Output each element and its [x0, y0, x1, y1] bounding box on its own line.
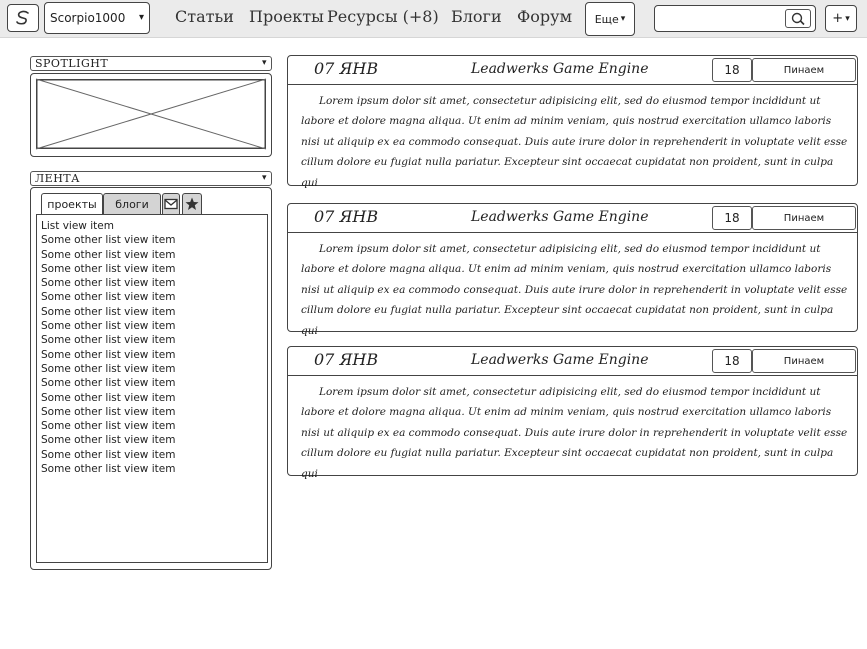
- nav-forum[interactable]: Форум: [517, 7, 573, 26]
- feed-list: [36, 214, 268, 563]
- list-item[interactable]: Some other list view item: [41, 277, 176, 290]
- list-item[interactable]: Some other list view item: [41, 448, 176, 461]
- logo-button[interactable]: [7, 4, 39, 32]
- list-item[interactable]: Some other list view item: [41, 420, 176, 433]
- list-item[interactable]: Some other list view item: [41, 348, 176, 361]
- list-item[interactable]: Some other list view item: [41, 234, 176, 247]
- list-item[interactable]: Some other list view item: [41, 291, 176, 304]
- search-button[interactable]: [785, 9, 811, 28]
- chevron-down-icon: ▾: [620, 14, 626, 24]
- article-date: 07 ЯНВ: [314, 207, 379, 226]
- article-count: 18: [712, 58, 752, 82]
- article-card: [287, 346, 858, 480]
- list-item[interactable]: Some other list view item: [41, 362, 176, 375]
- more-menu-button[interactable]: [585, 2, 635, 36]
- spotlight-title: SPOTLIGHT: [35, 57, 109, 70]
- add-button[interactable]: [825, 5, 857, 32]
- article-body: Lorem ipsum dolor sit amet, consectetur adipisicing elit, sed do eiusmod tempor incididunt ut labore et dolore magna aliqua. Ut enim ad minim veniam, quis nostrud exercitation ullamco laboris nisi ut aliquip ex ea commodo consequat. Duis aute irure dolor in reprehenderit in voluptate velit esse cillum dolore eu fugiat nulla pariatur. Excepteur sint occaecat cupidatat non proident, sunt in culpa qui: [301, 386, 848, 480]
- article-divider: [288, 84, 857, 85]
- article-date: 07 ЯНВ: [314, 59, 379, 78]
- article-count: 18: [712, 349, 752, 373]
- article-body: Lorem ipsum dolor sit amet, consectetur adipisicing elit, sed do eiusmod tempor incididunt ut labore et dolore magna aliqua. Ut enim ad minim veniam, quis nostrud exercitation ullamco laboris nisi ut aliquip ex ea commodo consequat. Duis aute irure dolor in reprehenderit in voluptate velit esse cillum dolore eu fugiat nulla pariatur. Excepteur sint occaecat cupidatat non proident, sunt in culpa qui: [301, 95, 848, 189]
- tab-blogs[interactable]: блоги: [103, 193, 161, 214]
- star-icon: [185, 197, 199, 211]
- article-title[interactable]: Leadwerks Game Engine: [471, 61, 649, 77]
- search-box: [654, 5, 816, 32]
- add-label: +: [832, 11, 844, 26]
- chevron-down-icon: ▾: [261, 173, 267, 183]
- article-title[interactable]: Leadwerks Game Engine: [471, 209, 649, 225]
- chevron-down-icon: ▾: [138, 12, 144, 23]
- list-item[interactable]: Some other list view item: [41, 320, 176, 333]
- article-body: Lorem ipsum dolor sit amet, consectetur adipisicing elit, sed do eiusmod tempor incididunt ut labore et dolore magna aliqua. Ut enim ad minim veniam, quis nostrud exercitation ullamco laboris nisi ut aliquip ex ea commodo consequat. Duis aute irure dolor in reprehenderit in voluptate velit esse cillum dolore eu fugiat nulla pariatur. Excepteur sint occaecat cupidatat non proident, sunt in culpa qui: [301, 243, 848, 337]
- article-divider: [288, 375, 857, 376]
- list-item[interactable]: Some other list view item: [41, 377, 176, 390]
- tab-mail[interactable]: [162, 193, 180, 214]
- tab-favorites[interactable]: [182, 193, 202, 214]
- article-title[interactable]: Leadwerks Game Engine: [471, 352, 649, 368]
- list-item[interactable]: Some other list view item: [41, 262, 176, 275]
- list-item[interactable]: List view item: [41, 220, 114, 232]
- article-card: [287, 55, 858, 189]
- username-label: Scorpio1000: [50, 11, 126, 25]
- chevron-down-icon: ▾: [261, 58, 267, 68]
- image-placeholder: [36, 79, 266, 149]
- list-item[interactable]: Some other list view item: [41, 305, 176, 318]
- list-item[interactable]: Some other list view item: [41, 334, 176, 347]
- list-item[interactable]: Some other list view item: [41, 434, 176, 447]
- article-date: 07 ЯНВ: [314, 350, 379, 369]
- article-count: 18: [712, 206, 752, 230]
- spotlight-panel: [30, 73, 272, 157]
- list-item[interactable]: Some other list view item: [41, 405, 176, 418]
- list-item[interactable]: Some other list view item: [41, 248, 176, 261]
- list-item[interactable]: Some other list view item: [41, 391, 176, 404]
- user-select[interactable]: [44, 2, 150, 34]
- kick-button[interactable]: Пинаем: [752, 58, 856, 82]
- kick-button[interactable]: Пинаем: [752, 206, 856, 230]
- nav-resources[interactable]: Ресурсы (+8): [327, 7, 439, 26]
- list-item[interactable]: Some other list view item: [41, 463, 176, 476]
- feed-header[interactable]: [30, 171, 272, 186]
- article-divider: [288, 232, 857, 233]
- search-icon: [789, 12, 807, 26]
- search-input[interactable]: [658, 9, 778, 28]
- mail-icon: [164, 198, 178, 210]
- more-label: Еще: [594, 12, 619, 26]
- nav-projects[interactable]: Проекты: [249, 7, 324, 26]
- tab-projects[interactable]: проекты: [41, 193, 103, 214]
- chevron-down-icon: ▾: [845, 13, 850, 24]
- article-card: [287, 203, 858, 337]
- logo-icon: [13, 9, 33, 27]
- feed-title: ЛЕНТА: [35, 172, 80, 185]
- top-bar: [0, 0, 867, 38]
- feed-panel: [30, 187, 272, 570]
- spotlight-header[interactable]: [30, 56, 272, 71]
- nav-blogs[interactable]: Блоги: [451, 7, 502, 26]
- nav-articles[interactable]: Статьи: [175, 7, 234, 26]
- kick-button[interactable]: Пинаем: [752, 349, 856, 373]
